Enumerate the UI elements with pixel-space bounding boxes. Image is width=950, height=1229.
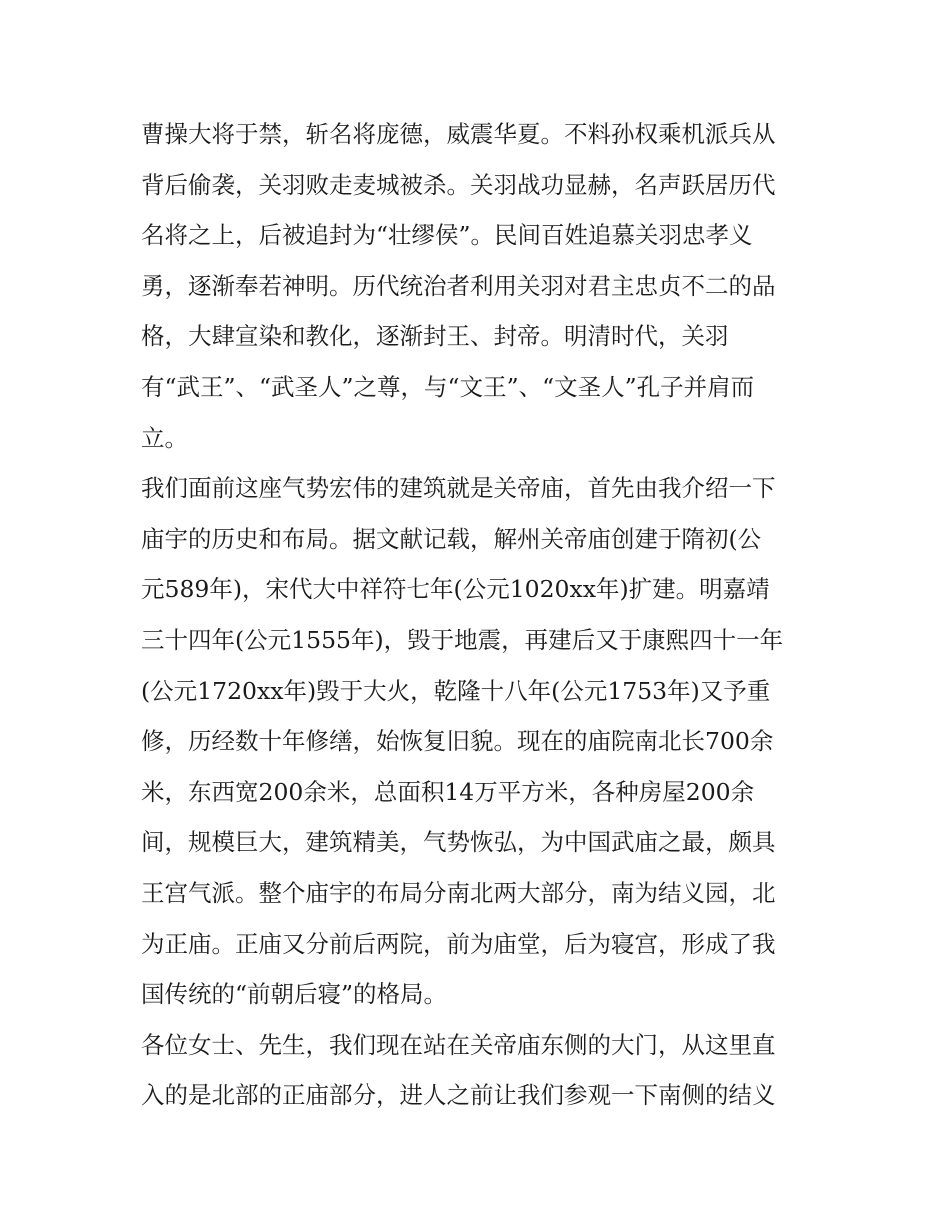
text-line: (公元1720xx年)毁于大火，乾隆十八年(公元1753年)又予重 (141, 676, 771, 705)
text-line: 元589年)，宋代大中祥符七年(公元1020xx年)扩建。明嘉靖 (141, 575, 770, 604)
text-line: 入的是北部的正庙部分，进人之前让我们参观一下南侧的结义 (141, 1081, 776, 1110)
text-line: 国传统的“前朝后寝”的格局。 (141, 980, 448, 1009)
text-line: 有“武王”、“武圣人”之尊，与“文王”、“文圣人”孔子并肩而 (141, 372, 755, 401)
text-line: 间，规模巨大，建筑精美，气势恢弘，为中国武庙之最，颇具 (141, 828, 776, 857)
text-line: 三十四年(公元1555年)，毁于地震，再建后又于康熙四十一年 (141, 625, 784, 654)
text-line: 庙宇的历史和布局。据文献记载，解州关帝庙创建于隋初(公 (141, 524, 762, 553)
body-text (141, 109, 813, 1121)
text-line: 米，东西宽200余米，总面积14万平方米，各种房屋200余 (141, 777, 755, 806)
text-line: 立。 (141, 423, 188, 452)
text-line: 我们面前这座气势宏伟的建筑就是关帝庙，首先由我介绍一下 (141, 474, 776, 503)
text-line: 勇，逐渐奉若神明。历代统治者利用关羽对君主忠贞不二的品 (141, 271, 776, 300)
text-line: 格，大肆宣染和教化，逐渐封王、封帝。明清时代，关羽 (141, 322, 729, 351)
text-line: 各位女士、先生，我们现在站在关帝庙东侧的大门，从这里直 (141, 1030, 776, 1059)
text-line: 名将之上，后被追封为“壮缪侯”。民间百姓追慕关羽忠孝义 (141, 221, 753, 250)
text-line: 修，历经数十年修缮，始恢复旧貌。现在的庙院南北长700余 (141, 727, 774, 756)
text-line: 曹操大将于禁，斩名将庞德，威震华夏。不料孙权乘机派兵从 (141, 120, 776, 148)
text-line: 背后偷袭，关羽败走麦城被杀。关羽战功显赫，名声跃居历代 (141, 170, 776, 199)
text-line: 王宫气派。整个庙宇的布局分南北两大部分，南为结义园，北 (141, 878, 776, 907)
text-line: 为正庙。正庙又分前后两院，前为庙堂，后为寝宫，形成了我 (141, 929, 776, 958)
